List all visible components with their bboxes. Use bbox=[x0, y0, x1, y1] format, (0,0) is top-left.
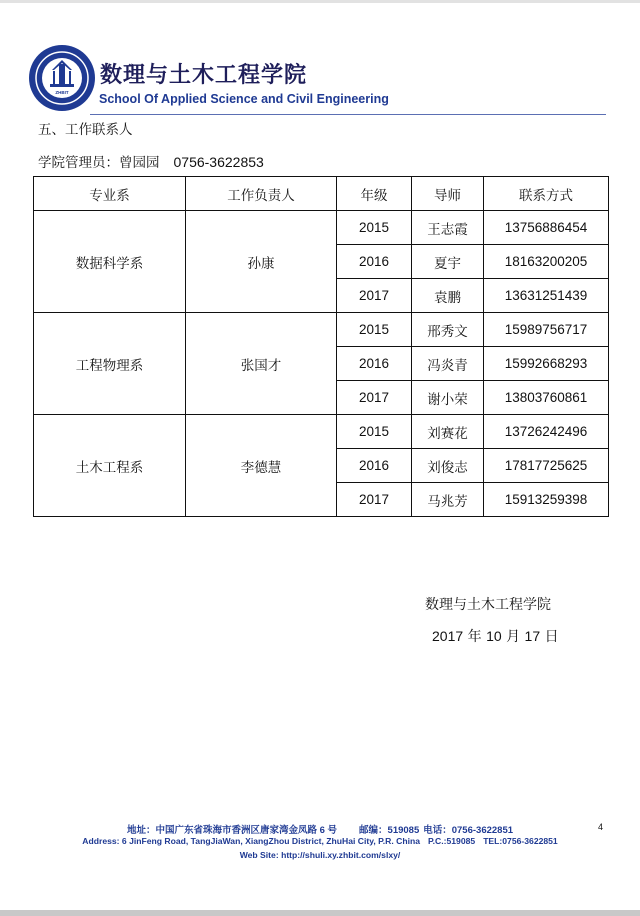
admin-label: 学院管理员：曾园园 bbox=[38, 155, 160, 171]
phone-cell: 13726242496 bbox=[484, 415, 609, 449]
admin-line bbox=[38, 151, 264, 171]
footer-line-en bbox=[0, 836, 640, 846]
footer-postcode-en: P.C.:519085 bbox=[428, 836, 476, 846]
department-cell: 工程物理系 bbox=[34, 313, 186, 415]
col-header-contact: 联系方式 bbox=[484, 177, 609, 211]
date-day-suffix: 日 bbox=[544, 629, 559, 645]
mentor-cell: 冯炎青 bbox=[412, 347, 484, 381]
col-header-mentor: 导师 bbox=[412, 177, 484, 211]
col-header-grade: 年级 bbox=[337, 177, 412, 211]
grade-cell: 2015 bbox=[337, 415, 412, 449]
date-month-suffix: 月 bbox=[506, 629, 521, 645]
header-title-cn: 数理与土木工程学院 bbox=[100, 63, 308, 88]
signature-institution: 数理与土木工程学院 bbox=[425, 597, 551, 613]
date-year-suffix: 年 bbox=[467, 629, 482, 645]
phone-cell: 15989756717 bbox=[484, 313, 609, 347]
footer-website[interactable]: Web Site: http://shuli.xy.zhbit.com/slxy/ bbox=[239, 850, 401, 860]
phone-cell: 15913259398 bbox=[484, 483, 609, 517]
grade-cell: 2016 bbox=[337, 449, 412, 483]
date-year: 2017 bbox=[432, 628, 464, 644]
grade-cell: 2016 bbox=[337, 245, 412, 279]
department-cell: 数据科学系 bbox=[34, 211, 186, 313]
mentor-cell: 王志霞 bbox=[412, 211, 484, 245]
phone-cell: 17817725625 bbox=[484, 449, 609, 483]
date-day: 17 bbox=[524, 628, 541, 644]
mentor-cell: 夏宇 bbox=[412, 245, 484, 279]
school-logo bbox=[28, 44, 96, 112]
grade-cell: 2015 bbox=[337, 313, 412, 347]
mentor-cell: 谢小荣 bbox=[412, 381, 484, 415]
mentor-cell: 邢秀文 bbox=[412, 313, 484, 347]
admin-phone: 0756-3622853 bbox=[173, 154, 264, 170]
signature-date bbox=[432, 626, 559, 646]
table-row bbox=[34, 313, 609, 347]
header-divider bbox=[90, 114, 606, 115]
col-header-department: 专业系 bbox=[34, 177, 186, 211]
logo-year: ZHBIT bbox=[55, 90, 69, 95]
grade-cell: 2017 bbox=[337, 381, 412, 415]
footer-line-cn bbox=[0, 822, 640, 836]
grade-cell: 2016 bbox=[337, 347, 412, 381]
lead-cell: 李德慧 bbox=[186, 415, 337, 517]
mentor-cell: 马兆芳 bbox=[412, 483, 484, 517]
footer-address-en: Address: 6 JinFeng Road, TangJiaWan, XiangZhou District, ZhuHai City, P.R. China bbox=[82, 836, 421, 846]
footer-phone-cn: 电话：0756-3622851 bbox=[423, 825, 514, 836]
date-month: 10 bbox=[486, 628, 502, 644]
footer-tel-en: TEL:0756-3622851 bbox=[483, 836, 558, 846]
table-row bbox=[34, 415, 609, 449]
page-bottom-edge bbox=[0, 910, 640, 916]
col-header-lead: 工作负责人 bbox=[186, 177, 337, 211]
mentor-cell: 袁鹏 bbox=[412, 279, 484, 313]
contacts-table bbox=[33, 176, 609, 517]
mentor-cell: 刘赛花 bbox=[412, 415, 484, 449]
grade-cell: 2017 bbox=[337, 483, 412, 517]
page-number: 4 bbox=[598, 822, 604, 832]
lead-cell: 孙康 bbox=[186, 211, 337, 313]
phone-cell: 13631251439 bbox=[484, 279, 609, 313]
grade-cell: 2017 bbox=[337, 279, 412, 313]
footer-address-cn: 地址：中国广东省珠海市香洲区唐家湾金凤路 6 号 bbox=[126, 825, 338, 836]
section-title: 五、工作联系人 bbox=[38, 122, 133, 138]
department-cell: 土木工程系 bbox=[34, 415, 186, 517]
phone-cell: 13756886454 bbox=[484, 211, 609, 245]
mentor-cell: 刘俊志 bbox=[412, 449, 484, 483]
lead-cell: 张国才 bbox=[186, 313, 337, 415]
table-row bbox=[34, 211, 609, 245]
page-top-edge bbox=[0, 0, 640, 3]
footer-postcode-cn: 邮编：519085 bbox=[359, 825, 420, 836]
phone-cell: 13803760861 bbox=[484, 381, 609, 415]
grade-cell: 2015 bbox=[337, 211, 412, 245]
header-title-en: School Of Applied Science and Civil Engineering bbox=[99, 92, 389, 106]
table-header-row bbox=[34, 177, 609, 211]
phone-cell: 15992668293 bbox=[484, 347, 609, 381]
phone-cell: 18163200205 bbox=[484, 245, 609, 279]
